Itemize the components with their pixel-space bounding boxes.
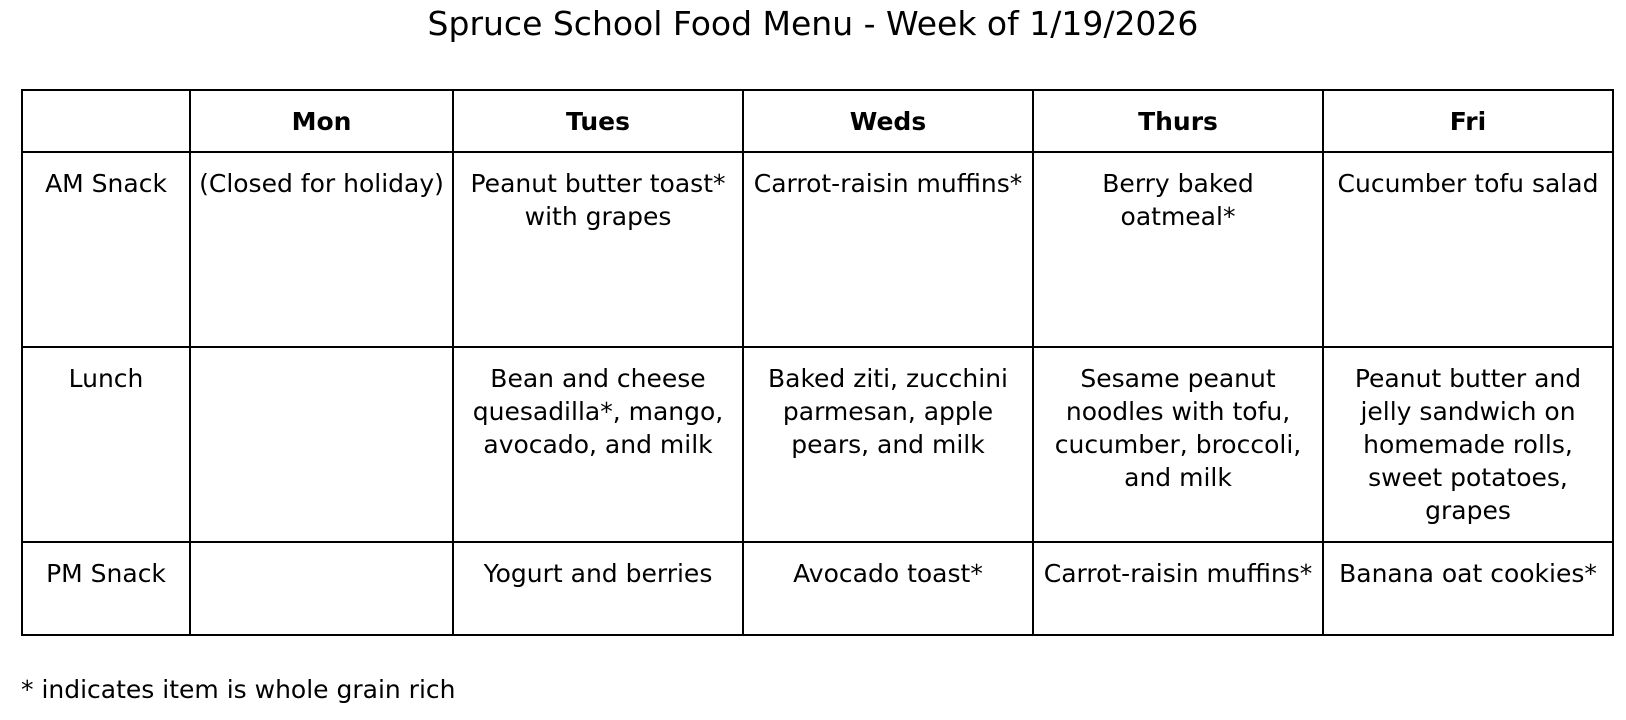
menu-cell: Cucumber tofu salad [1323, 152, 1613, 347]
menu-cell: Berry baked oatmeal* [1033, 152, 1323, 347]
table-row [22, 542, 1613, 635]
menu-cell: Carrot-raisin muffins* [743, 152, 1033, 347]
menu-cell: Peanut butter and jelly sandwich on homemade rolls, sweet potatoes, grapes [1323, 347, 1613, 542]
menu-cell: Avocado toast* [743, 542, 1033, 635]
menu-cell: Baked ziti, zucchini parmesan, apple pears, and milk [743, 347, 1033, 542]
menu-cell: Yogurt and berries [453, 542, 743, 635]
corner-cell [22, 90, 190, 152]
menu-table [21, 89, 1614, 636]
menu-cell: Bean and cheese quesadilla*, mango, avocado, and milk [453, 347, 743, 542]
menu-cell: (Closed for holiday) [190, 152, 453, 347]
menu-cell [190, 347, 453, 542]
menu-cell: Sesame peanut noodles with tofu, cucumber, broccoli, and milk [1033, 347, 1323, 542]
menu-cell: Banana oat cookies* [1323, 542, 1613, 635]
table-row [22, 347, 1613, 542]
meal-label: Lunch [22, 347, 190, 542]
page-title: Spruce School Food Menu - Week of 1/19/2026 [427, 4, 1199, 43]
menu-cell [190, 542, 453, 635]
day-header: Thurs [1033, 90, 1323, 152]
day-header: Fri [1323, 90, 1613, 152]
day-header: Tues [453, 90, 743, 152]
menu-cell: Peanut butter toast* with grapes [453, 152, 743, 347]
day-header: Weds [743, 90, 1033, 152]
footnote: * indicates item is whole grain rich [21, 675, 456, 704]
meal-label: PM Snack [22, 542, 190, 635]
day-header: Mon [190, 90, 453, 152]
table-row [22, 152, 1613, 347]
menu-cell: Carrot-raisin muffins* [1033, 542, 1323, 635]
header-row [22, 90, 1613, 152]
meal-label: AM Snack [22, 152, 190, 347]
